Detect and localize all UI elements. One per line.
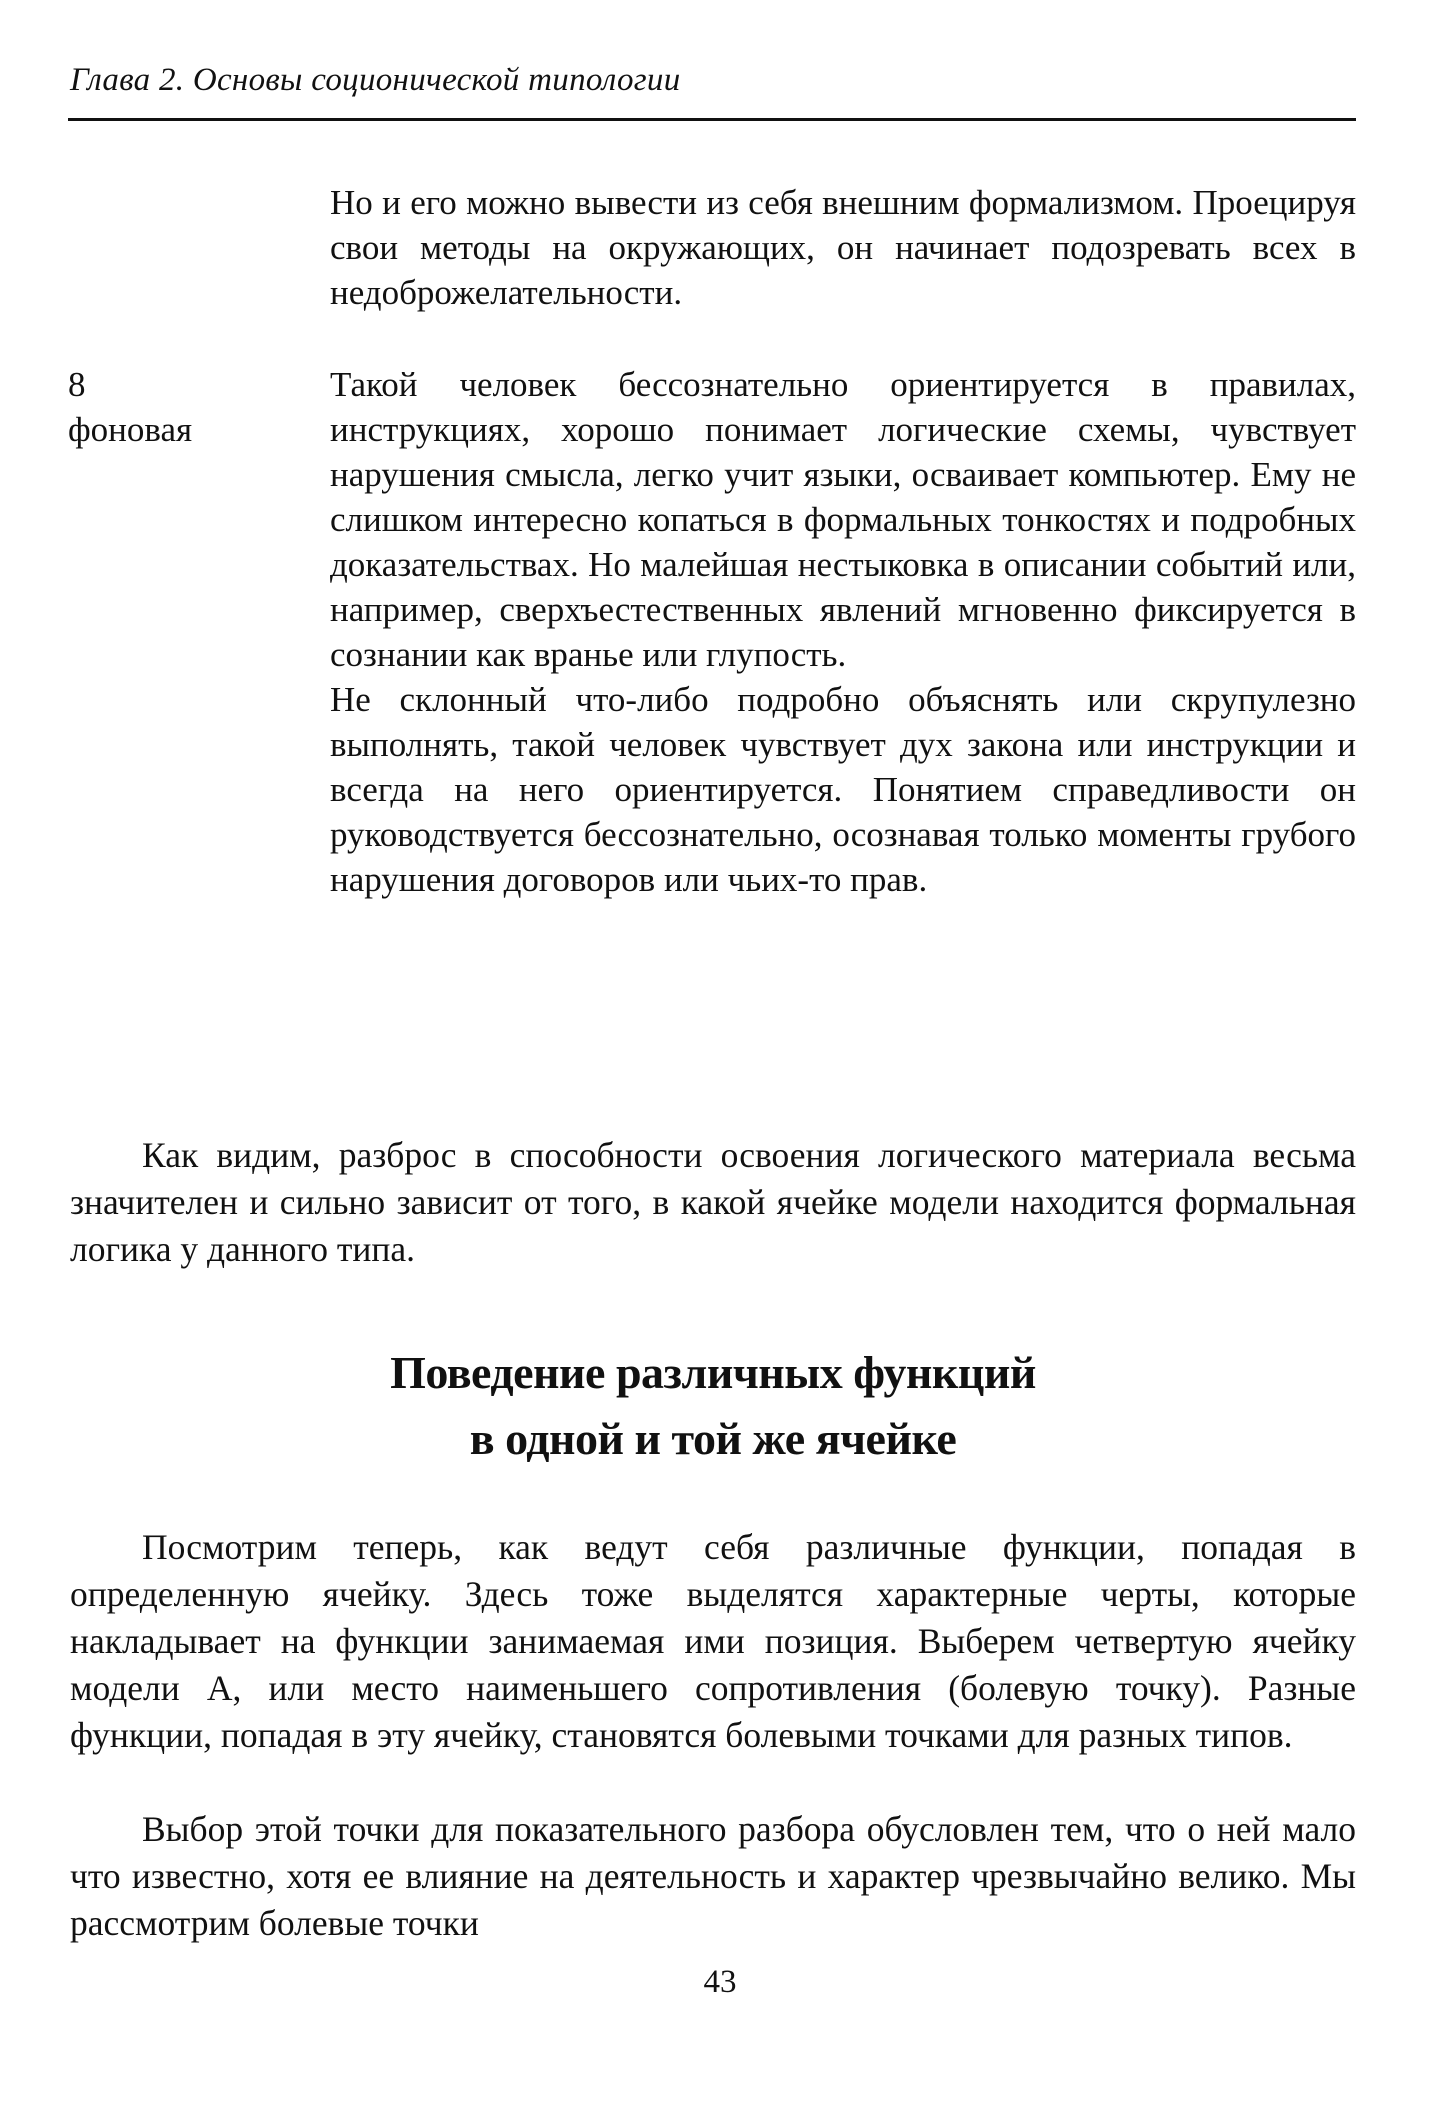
summary-paragraph: Как видим, разброс в способности освоения логического материала весьма значителен и сильно зависит от того, в какой ячейке модели находится формальная логика у данного типа. (70, 1135, 1356, 1269)
row-paragraph: Не склонный что-либо подробно объяснять или скрупулезно выполнять, такой человек чувствует дух закона или инструкции и всегда на него ориентируется. Понятием справедливости он руководствуется бессознательно, осознавая только моменты грубого нарушения договоров или чьих-то прав. (330, 680, 1356, 899)
row-position-name: фоновая (68, 410, 193, 449)
section-heading-line-1: Поведение различных функций (390, 1347, 1036, 1398)
running-head: Глава 2. Основы соционической типологии (70, 62, 681, 98)
body-paragraph-2: Выбор этой точки для показательного разбора обусловлен тем, что о ней мало что известно, хотя ее влияние на деятельность и характер чрезвычайно велико. Мы рассмотрим болевые точки (70, 1809, 1356, 1943)
page-number: 43 (703, 1964, 737, 2000)
row-paragraph: Но и его можно вывести из себя внешним формализмом. Проецируя свои методы на окружающих, он начинает подозревать всех в недоброжелательности. (330, 183, 1356, 312)
row-description (330, 180, 1356, 315)
table-row (68, 180, 1356, 320)
row-label (68, 362, 192, 452)
section-heading (70, 1340, 1356, 1472)
row-paragraph: Такой человек бессознательно ориентируется в правилах, инструкциях, хорошо понимает логические схемы, чувствует нарушения смысла, легко учит языки, осваивает компьютер. Ему не слишком интересно копаться в формальных тонкостях и подробных доказательствах. Но малейшая нестыковка в описании событий или, например, сверхъестественных явлений мгновенно фиксируется в сознании как вранье или глупость. (330, 365, 1356, 674)
table-row (68, 362, 1356, 1062)
header-rule (68, 118, 1356, 121)
row-description (330, 362, 1356, 902)
body-paragraph-1: Посмотрим теперь, как ведут себя различные функции, попадая в определенную ячейку. Здесь тоже выделятся характерные черты, которые накладывает на функции занимаемая ими позиция. Выберем четвертую ячейку модели А, или место наименьшего сопротивления (болевую точку). Разные функции, попадая в эту ячейку, становятся болевыми точками для разных типов. (70, 1527, 1356, 1755)
section-heading-line-2: в одной и той же ячейке (469, 1413, 957, 1464)
row-number: 8 (68, 365, 86, 404)
